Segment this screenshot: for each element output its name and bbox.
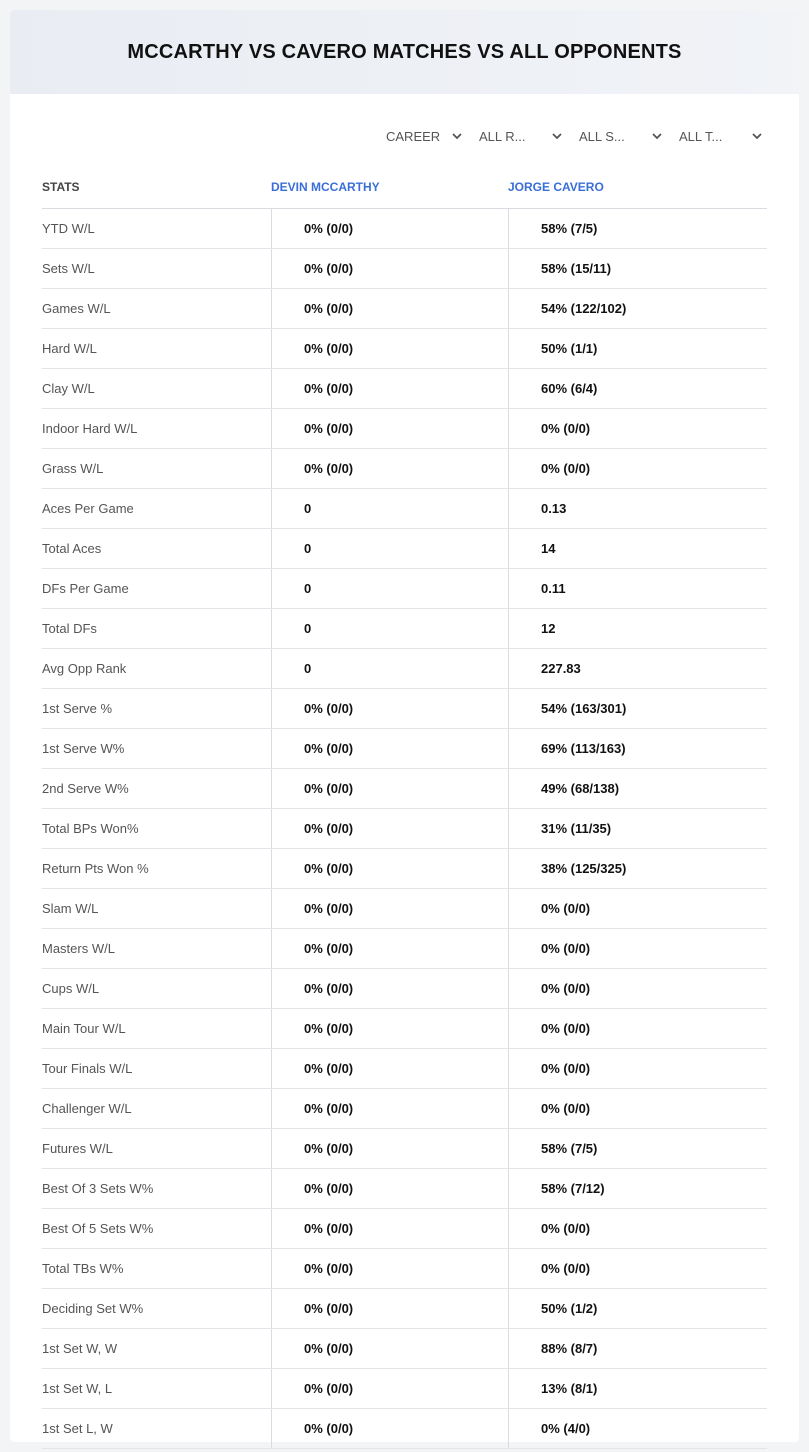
player2-value: 0.11 — [508, 569, 767, 608]
stat-label: Total Aces — [42, 541, 102, 556]
table-row — [42, 1409, 767, 1449]
table-row — [42, 449, 767, 489]
player1-value: 0 — [271, 489, 508, 528]
stat-label: Aces Per Game — [42, 501, 134, 516]
table-row — [42, 1009, 767, 1049]
filter-label: ALL S... — [579, 128, 625, 144]
stat-label: Main Tour W/L — [42, 1021, 126, 1036]
table-header — [42, 166, 767, 209]
player2-value: 0% (0/0) — [508, 929, 767, 968]
stat-label: Masters W/L — [42, 941, 115, 956]
player1-value: 0% (0/0) — [271, 1049, 508, 1088]
stat-label: Cups W/L — [42, 981, 100, 996]
stat-label: Indoor Hard W/L — [42, 421, 138, 436]
player2-value: 0% (0/0) — [508, 1209, 767, 1248]
stat-label: Deciding Set W% — [42, 1301, 144, 1316]
stat-label: Total DFs — [42, 621, 97, 636]
table-row — [42, 889, 767, 929]
stat-label: Futures W/L — [42, 1141, 113, 1156]
player1-value: 0% (0/0) — [271, 729, 508, 768]
player2-value: 50% (1/1) — [508, 329, 767, 368]
player1-value: 0% (0/0) — [271, 1089, 508, 1128]
player2-value: 0% (0/0) — [508, 969, 767, 1008]
table-row — [42, 209, 767, 249]
filter-round-select[interactable] — [467, 126, 567, 146]
player1-value: 0 — [271, 649, 508, 688]
player1-value: 0% (0/0) — [271, 889, 508, 928]
player2-value: 0% (4/0) — [508, 1409, 767, 1448]
stat-label: 1st Set W, L — [42, 1381, 113, 1396]
stat-label: 1st Set L, W — [42, 1421, 113, 1436]
stats-table — [42, 166, 767, 1449]
stat-label: 1st Set W, W — [42, 1341, 118, 1356]
player1-value: 0% (0/0) — [271, 1409, 508, 1448]
table-row — [42, 609, 767, 649]
stat-label: Tour Finals W/L — [42, 1061, 133, 1076]
table-row — [42, 249, 767, 289]
player2-value: 0% (0/0) — [508, 889, 767, 928]
stat-label: Challenger W/L — [42, 1101, 132, 1116]
player1-value: 0% (0/0) — [271, 329, 508, 368]
player1-value: 0% (0/0) — [271, 929, 508, 968]
table-row — [42, 769, 767, 809]
player2-value: 31% (11/35) — [508, 809, 767, 848]
player2-value: 58% (7/5) — [508, 1129, 767, 1168]
table-row — [42, 409, 767, 449]
stat-label: Slam W/L — [42, 901, 99, 916]
player2-value: 50% (1/2) — [508, 1289, 767, 1328]
player1-value: 0% (0/0) — [271, 449, 508, 488]
table-row — [42, 1289, 767, 1329]
player2-value: 13% (8/1) — [508, 1369, 767, 1408]
filter-bar — [372, 126, 767, 146]
player1-value: 0% (0/0) — [271, 1289, 508, 1328]
page-title: MCCARTHY VS CAVERO MATCHES VS ALL OPPONENTS — [127, 40, 682, 63]
player1-value: 0% (0/0) — [271, 689, 508, 728]
player1-value: 0% (0/0) — [271, 1369, 508, 1408]
column-header-player1[interactable]: DEVIN MCCARTHY — [271, 180, 380, 194]
stat-label: 1st Serve W% — [42, 741, 125, 756]
table-row — [42, 369, 767, 409]
stat-label: 1st Serve % — [42, 701, 113, 716]
table-row — [42, 1369, 767, 1409]
player1-value: 0% (0/0) — [271, 769, 508, 808]
stat-label: Games W/L — [42, 301, 111, 316]
stat-label: Sets W/L — [42, 261, 95, 276]
column-header-stats: STATS — [42, 180, 80, 194]
table-row — [42, 729, 767, 769]
player1-value: 0% (0/0) — [271, 249, 508, 288]
player2-value: 0.13 — [508, 489, 767, 528]
chevron-down-icon — [551, 130, 563, 142]
filter-label: CAREER — [386, 128, 441, 144]
stats-card — [10, 10, 799, 1442]
chevron-down-icon — [651, 130, 663, 142]
player1-value: 0% (0/0) — [271, 289, 508, 328]
player2-value: 88% (8/7) — [508, 1329, 767, 1368]
stat-label: Best Of 3 Sets W% — [42, 1181, 154, 1196]
player2-value: 38% (125/325) — [508, 849, 767, 888]
stat-label: Total BPs Won% — [42, 821, 139, 836]
stat-label: Total TBs W% — [42, 1261, 124, 1276]
player1-value: 0 — [271, 569, 508, 608]
filter-label: ALL T... — [679, 128, 723, 144]
player2-value: 54% (122/102) — [508, 289, 767, 328]
table-row — [42, 1329, 767, 1369]
player1-value: 0 — [271, 529, 508, 568]
player2-value: 227.83 — [508, 649, 767, 688]
player2-value: 54% (163/301) — [508, 689, 767, 728]
table-row — [42, 689, 767, 729]
player1-value: 0% (0/0) — [271, 1169, 508, 1208]
table-row — [42, 1129, 767, 1169]
player1-value: 0% (0/0) — [271, 1249, 508, 1288]
player2-value: 69% (113/163) — [508, 729, 767, 768]
table-row — [42, 929, 767, 969]
player1-value: 0% (0/0) — [271, 1209, 508, 1248]
player1-value: 0% (0/0) — [271, 849, 508, 888]
player1-value: 0% (0/0) — [271, 809, 508, 848]
player1-value: 0% (0/0) — [271, 369, 508, 408]
table-row — [42, 569, 767, 609]
stat-label: Grass W/L — [42, 461, 104, 476]
player2-value: 58% (7/12) — [508, 1169, 767, 1208]
table-row — [42, 809, 767, 849]
player2-value: 0% (0/0) — [508, 449, 767, 488]
player2-value: 12 — [508, 609, 767, 648]
player1-value: 0 — [271, 609, 508, 648]
filter-label: ALL R... — [479, 128, 526, 144]
table-row — [42, 1209, 767, 1249]
card-header — [10, 10, 799, 94]
stat-label: YTD W/L — [42, 221, 95, 236]
table-row — [42, 1249, 767, 1289]
chevron-down-icon — [451, 130, 463, 142]
player2-value: 0% (0/0) — [508, 1009, 767, 1048]
column-header-player2[interactable]: JORGE CAVERO — [508, 180, 604, 194]
player2-value: 0% (0/0) — [508, 1049, 767, 1088]
player1-value: 0% (0/0) — [271, 209, 508, 248]
player2-value: 58% (7/5) — [508, 209, 767, 248]
filter-surface-select[interactable] — [567, 126, 667, 146]
stat-label: Hard W/L — [42, 341, 97, 356]
chevron-down-icon — [751, 130, 763, 142]
table-row — [42, 849, 767, 889]
filter-tournament-select[interactable] — [667, 126, 767, 146]
player2-value: 49% (68/138) — [508, 769, 767, 808]
table-row — [42, 1049, 767, 1089]
player2-value: 58% (15/11) — [508, 249, 767, 288]
player2-value: 60% (6/4) — [508, 369, 767, 408]
table-row — [42, 649, 767, 689]
table-row — [42, 529, 767, 569]
stat-label: Clay W/L — [42, 381, 95, 396]
table-body — [42, 209, 767, 1449]
table-row — [42, 289, 767, 329]
stat-label: Avg Opp Rank — [42, 661, 127, 676]
player1-value: 0% (0/0) — [271, 409, 508, 448]
stat-label: Return Pts Won % — [42, 861, 149, 876]
table-row — [42, 329, 767, 369]
table-row — [42, 489, 767, 529]
table-row — [42, 969, 767, 1009]
stat-label: 2nd Serve W% — [42, 781, 129, 796]
player2-value: 0% (0/0) — [508, 1089, 767, 1128]
stat-label: Best Of 5 Sets W% — [42, 1221, 154, 1236]
filter-period-select[interactable] — [372, 126, 467, 146]
player2-value: 14 — [508, 529, 767, 568]
stat-label: DFs Per Game — [42, 581, 129, 596]
table-row — [42, 1089, 767, 1129]
player1-value: 0% (0/0) — [271, 1009, 508, 1048]
player1-value: 0% (0/0) — [271, 1329, 508, 1368]
player2-value: 0% (0/0) — [508, 409, 767, 448]
table-row — [42, 1169, 767, 1209]
player1-value: 0% (0/0) — [271, 969, 508, 1008]
player1-value: 0% (0/0) — [271, 1129, 508, 1168]
player2-value: 0% (0/0) — [508, 1249, 767, 1288]
